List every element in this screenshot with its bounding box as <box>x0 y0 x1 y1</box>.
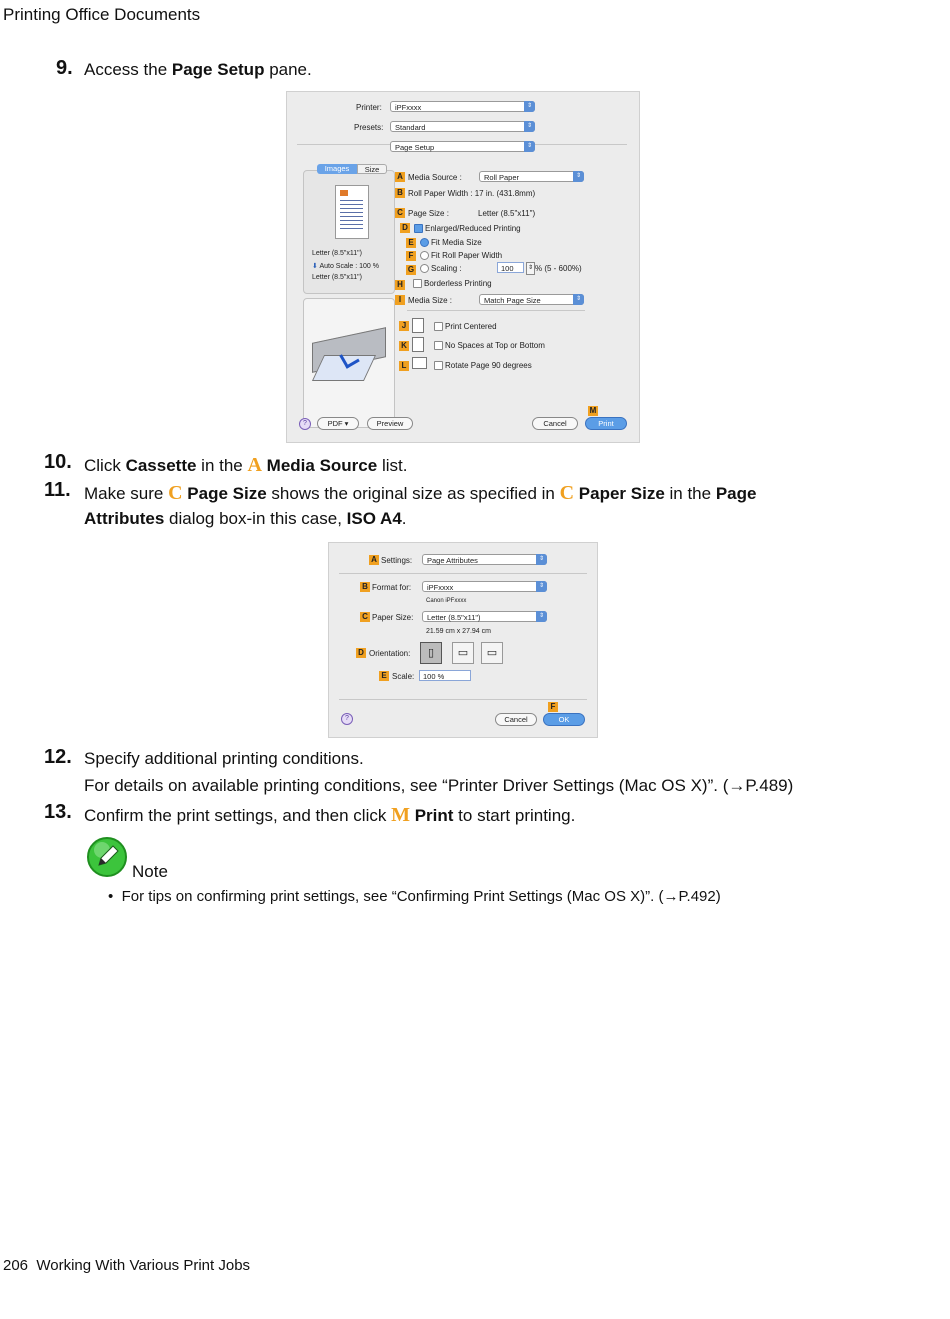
note-bullet <box>108 888 721 905</box>
media-size-label: Media Size : <box>408 296 453 305</box>
roll-paper-width: Roll Paper Width : 17 in. (431.8mm) <box>408 189 536 198</box>
popup-arrow-icon: ⇕ <box>573 171 584 182</box>
popup-arrow-icon: ⇕ <box>573 294 584 305</box>
format-sub: Canon iPFxxxx <box>426 598 467 604</box>
step-number: 11. <box>44 479 71 501</box>
bullet-icon: • <box>108 888 114 905</box>
text-run: Confirm the print settings, and then click <box>84 806 392 825</box>
media-source-popup[interactable] <box>479 171 584 182</box>
tag-k: K <box>399 341 409 351</box>
borderless-checkbox[interactable] <box>413 279 422 288</box>
media-size-popup[interactable] <box>479 294 584 305</box>
step-12-text: Specify additional printing conditions. <box>84 749 364 768</box>
tag-d: D <box>356 648 366 658</box>
rotate-checkbox[interactable] <box>434 361 443 370</box>
page-thumbnail <box>335 185 369 239</box>
settings-label: Settings: <box>381 556 413 565</box>
bold-run: ISO A4 <box>346 509 402 528</box>
callout-letter: C <box>559 482 575 504</box>
step-13-text <box>84 804 575 827</box>
paper-size-sub: 21.59 cm x 27.94 cm <box>426 628 491 635</box>
tag-e: E <box>379 671 389 681</box>
tag-e: E <box>406 238 416 248</box>
bold-run: Page Size <box>187 484 267 503</box>
reverse-landscape-icon: ▭ <box>486 647 498 659</box>
preview-info-2-text: Auto Scale : 100 % <box>319 263 379 270</box>
landscape-icon: ▭ <box>457 647 469 659</box>
text-run: Make sure <box>84 484 169 503</box>
tag-h: H <box>395 280 405 290</box>
no-spaces-checkbox[interactable] <box>434 341 443 350</box>
tag-f: F <box>406 251 416 261</box>
help-button[interactable]: ? <box>341 713 353 725</box>
scale-input[interactable]: 100 % <box>419 670 471 681</box>
orientation-reverse-landscape-button[interactable] <box>481 642 503 664</box>
tag-b: B <box>360 582 370 592</box>
scaling-range: % (5 - 600%) <box>535 264 582 273</box>
bold-run: Media Source <box>266 456 378 475</box>
fit-roll-label: Fit Roll Paper Width <box>431 251 503 260</box>
print-centered-label: Print Centered <box>445 322 497 331</box>
bold-run: Cassette <box>125 456 197 475</box>
popup-value: Page Attributes <box>427 556 478 565</box>
text-run: in the <box>664 484 716 503</box>
borderless-label: Borderless Printing <box>424 279 492 288</box>
tag-i: I <box>395 295 405 305</box>
rotate-icon <box>412 357 427 369</box>
stepper-icon[interactable]: ⇕ <box>526 262 535 275</box>
print-centered-checkbox[interactable] <box>434 322 443 331</box>
ok-button[interactable]: OK <box>543 713 585 726</box>
fit-roll-radio[interactable] <box>420 251 429 260</box>
text-run: list. <box>377 456 408 475</box>
no-spaces-icon <box>412 337 424 352</box>
text-run: pane. <box>264 60 312 79</box>
popup-arrow-icon: ⇕ <box>536 581 547 592</box>
tag-c: C <box>395 208 405 218</box>
arrow-down-icon: ⬇ <box>312 263 318 270</box>
thumb-image-icon <box>340 190 348 196</box>
help-button[interactable]: ? <box>299 418 311 430</box>
divider <box>339 699 587 700</box>
note-bullet-text: For tips on confirming print settings, see “Confirming Print Settings (Mac OS X)”. (→P.492) <box>121 888 721 905</box>
rotate-label: Rotate Page 90 degrees <box>445 361 532 370</box>
step-9-text <box>84 60 312 80</box>
page-size-value: Letter (8.5"x11") <box>478 209 536 218</box>
preview-info-1: Letter (8.5"x11") <box>312 250 362 257</box>
popup-value: iPFxxxx <box>427 583 454 592</box>
tag-g: G <box>407 265 415 274</box>
note-pencil-icon <box>86 836 128 878</box>
paper-size-popup[interactable] <box>422 611 547 622</box>
popup-value: iPFxxxx <box>395 103 422 112</box>
page-header: Printing Office Documents <box>3 5 201 24</box>
tag-b: B <box>395 188 405 198</box>
tag-m: M <box>589 406 597 415</box>
enlarged-label: Enlarged/Reduced Printing <box>425 224 521 233</box>
step-number: 12. <box>44 746 72 768</box>
tag-l: L <box>399 361 409 371</box>
format-for-label: Format for: <box>372 583 412 592</box>
orientation-label: Orientation: <box>369 649 411 658</box>
format-for-popup[interactable] <box>422 581 547 592</box>
print-centered-icon <box>412 318 424 333</box>
pdf-button[interactable]: PDF ▾ <box>317 417 359 430</box>
preview-info-2 <box>312 262 379 270</box>
pane-popup[interactable] <box>390 141 535 152</box>
printer-popup[interactable] <box>390 101 535 112</box>
popup-value: Standard <box>395 123 426 132</box>
text-run: to start printing. <box>453 806 576 825</box>
tag-c: C <box>360 612 370 622</box>
popup-arrow-icon: ⇕ <box>536 611 547 622</box>
tag-f: F <box>548 702 558 712</box>
popup-value: Match Page Size <box>484 296 541 305</box>
callout-letter: A <box>247 454 262 476</box>
tag-d: D <box>400 223 410 233</box>
popup-arrow-icon: ⇕ <box>524 141 535 152</box>
tab-size[interactable]: Size <box>357 164 387 174</box>
tab-images[interactable]: Images <box>317 164 357 174</box>
bold-run: Print <box>414 806 454 825</box>
preview-info-3: Letter (8.5"x11") <box>312 274 362 281</box>
presets-popup[interactable] <box>390 121 535 132</box>
step-number: 9. <box>56 57 73 79</box>
print-dialog-screenshot <box>286 91 640 443</box>
print-button[interactable]: Print <box>585 417 627 430</box>
step-11-text-line-2 <box>84 509 407 529</box>
divider <box>407 310 585 311</box>
callout-letter: M <box>391 804 410 826</box>
fit-media-radio[interactable] <box>420 238 429 247</box>
portrait-icon: ▯ <box>427 647 435 659</box>
tag-a: A <box>395 172 405 182</box>
popup-value: Page Setup <box>395 143 435 152</box>
printer-illustration-panel <box>303 298 395 428</box>
scaling-radio[interactable] <box>420 264 429 273</box>
tab-bar <box>317 164 387 174</box>
text-run: in the <box>196 456 248 475</box>
cancel-button[interactable]: Cancel <box>532 417 578 430</box>
page-attributes-dialog-screenshot <box>328 542 598 738</box>
media-source-label: Media Source : <box>408 173 462 182</box>
scaling-label: Scaling : <box>431 264 462 273</box>
tag-a: A <box>369 555 379 565</box>
popup-arrow-icon: ⇕ <box>536 554 547 565</box>
printer-label: Printer: <box>356 103 382 112</box>
page-size-label: Page Size : <box>408 209 449 218</box>
text-run: shows the original size as specified in <box>266 484 560 503</box>
popup-value: Roll Paper <box>484 173 520 182</box>
fit-media-label: Fit Media Size <box>431 238 482 247</box>
preview-button[interactable]: Preview <box>367 417 413 430</box>
step-11-text-line-1 <box>84 482 756 505</box>
step-number: 10. <box>44 451 72 473</box>
bold-run: Attributes <box>84 509 165 528</box>
text-run: Click <box>84 456 126 475</box>
bold-run: Page <box>715 484 757 503</box>
step-12-detail: For details on available printing conditions, see “Printer Driver Settings (Mac OS X)”. (→P.489) <box>84 776 794 795</box>
text-run: dialog box-in this case, <box>164 509 347 528</box>
scaling-input[interactable]: 100 <box>497 262 524 273</box>
popup-value: Letter (8.5"x11") <box>427 613 481 622</box>
step-number: 13. <box>44 801 72 823</box>
orientation-landscape-button[interactable] <box>452 642 474 664</box>
bold-run: Paper Size <box>578 484 665 503</box>
page-footer: 206 Working With Various Print Jobs <box>3 1257 251 1274</box>
bold-run: Page Setup <box>171 60 265 79</box>
settings-popup[interactable] <box>422 554 547 565</box>
presets-label: Presets: <box>354 123 384 132</box>
scale-label: Scale: <box>392 672 415 681</box>
orientation-portrait-button[interactable] <box>420 642 442 664</box>
paper-size-label: Paper Size: <box>372 613 414 622</box>
text-run: Access the <box>84 60 172 79</box>
popup-arrow-icon: ⇕ <box>524 121 535 132</box>
popup-arrow-icon: ⇕ <box>524 101 535 112</box>
thumb-text-lines <box>340 200 363 201</box>
no-spaces-label: No Spaces at Top or Bottom <box>445 341 545 350</box>
enlarged-checkbox[interactable] <box>414 224 423 233</box>
tag-j: J <box>399 321 409 331</box>
callout-letter: C <box>168 482 183 504</box>
step-10-text <box>84 454 407 477</box>
divider <box>339 573 587 574</box>
text-run: . <box>401 509 407 528</box>
cancel-button[interactable]: Cancel <box>495 713 537 726</box>
note-title: Note <box>132 862 168 881</box>
